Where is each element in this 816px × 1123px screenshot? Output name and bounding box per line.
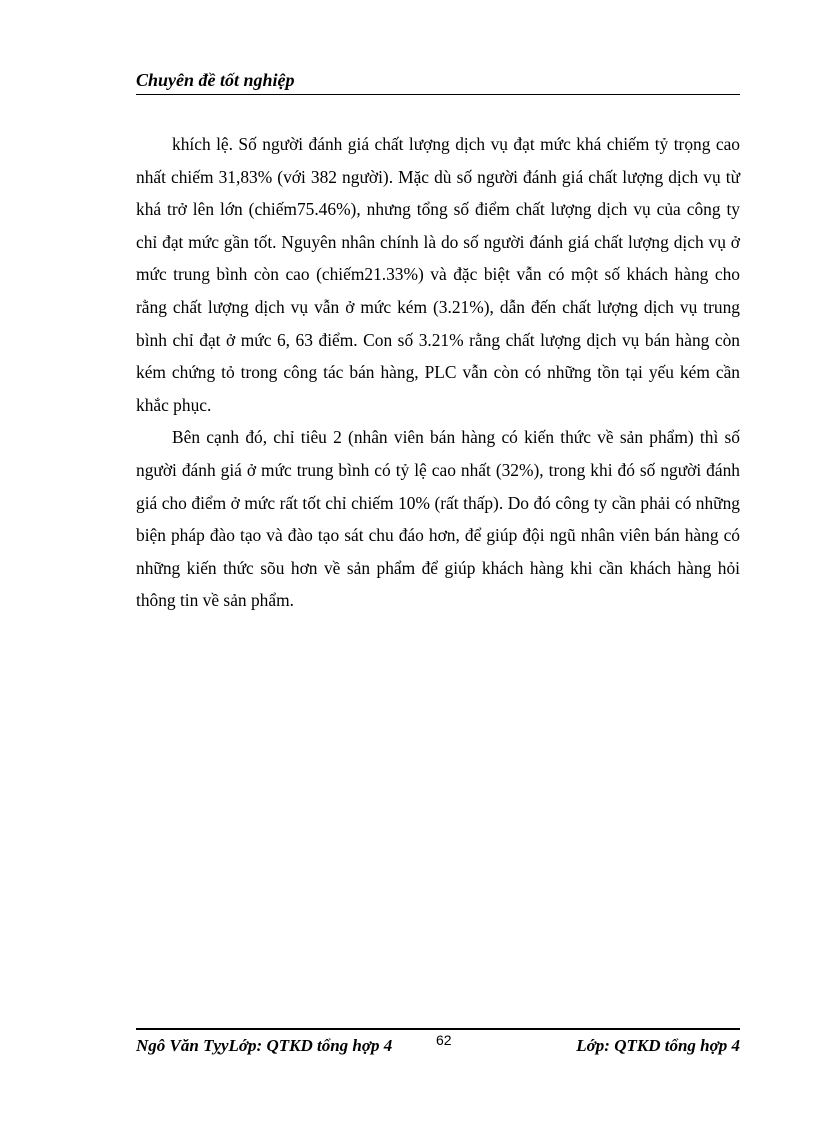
body-text xyxy=(136,128,740,617)
page-header xyxy=(136,68,740,95)
footer-author-class: Ngô Văn TỵyLớp: QTKD tổng hợp 4 xyxy=(136,1036,393,1055)
paragraph-continuation: khích lệ. Số người đánh giá chất lượng dịch vụ đạt mức khá chiếm tỷ trọng cao nhất chiếm 31,83% (với 382 người). Mặc dù số người đánh giá chất lượng dịch vụ từ khá trở lên lớn (chiếm75.46%), nhưng tổng số điểm chất lượng dịch vụ của công ty chỉ đạt mức gần tốt. Nguyên nhân chính là do số người đánh giá chất lượng dịch vụ ở mức trung bình còn cao (chiếm21.33%) và đặc biệt vẫn có một số khách hàng cho rằng chất lượng dịch vụ vẫn ở mức kém (3.21%), dẫn đến chất lượng dịch vụ trung bình chỉ đạt ở mức 6, 63 điểm. Con số 3.21% rằng chất lượng dịch vụ bán hàng còn kém chứng tỏ trong công tác bán hàng, PLC vẫn còn có những tồn tại yếu kém cần khắc phục. xyxy=(136,134,740,415)
page-number: 62 xyxy=(436,1032,452,1048)
header-title: Chuyên đề tốt nghiệp xyxy=(136,70,295,90)
footer-class: Lớp: QTKD tổng hợp 4 xyxy=(576,1036,740,1055)
page-footer xyxy=(136,1028,740,1060)
paragraph-indicator-2: Bên cạnh đó, chỉ tiêu 2 (nhân viên bán hàng có kiến thức về sản phẩm) thì số người đánh giá ở mức trung bình có tỷ lệ cao nhất (32%), trong khi đó số người đánh giá cho điểm ở mức rất tốt chỉ chiếm 10% (rất thấp). Do đó công ty cần phải có những biện pháp đào tạo và đào tạo sát chu đáo hơn, để giúp đội ngũ nhân viên bán hàng có những kiến thức sõu hơn về sản phẩm để giúp khách hàng khi cần khách hàng hỏi thông tin về sản phẩm. xyxy=(136,427,740,611)
